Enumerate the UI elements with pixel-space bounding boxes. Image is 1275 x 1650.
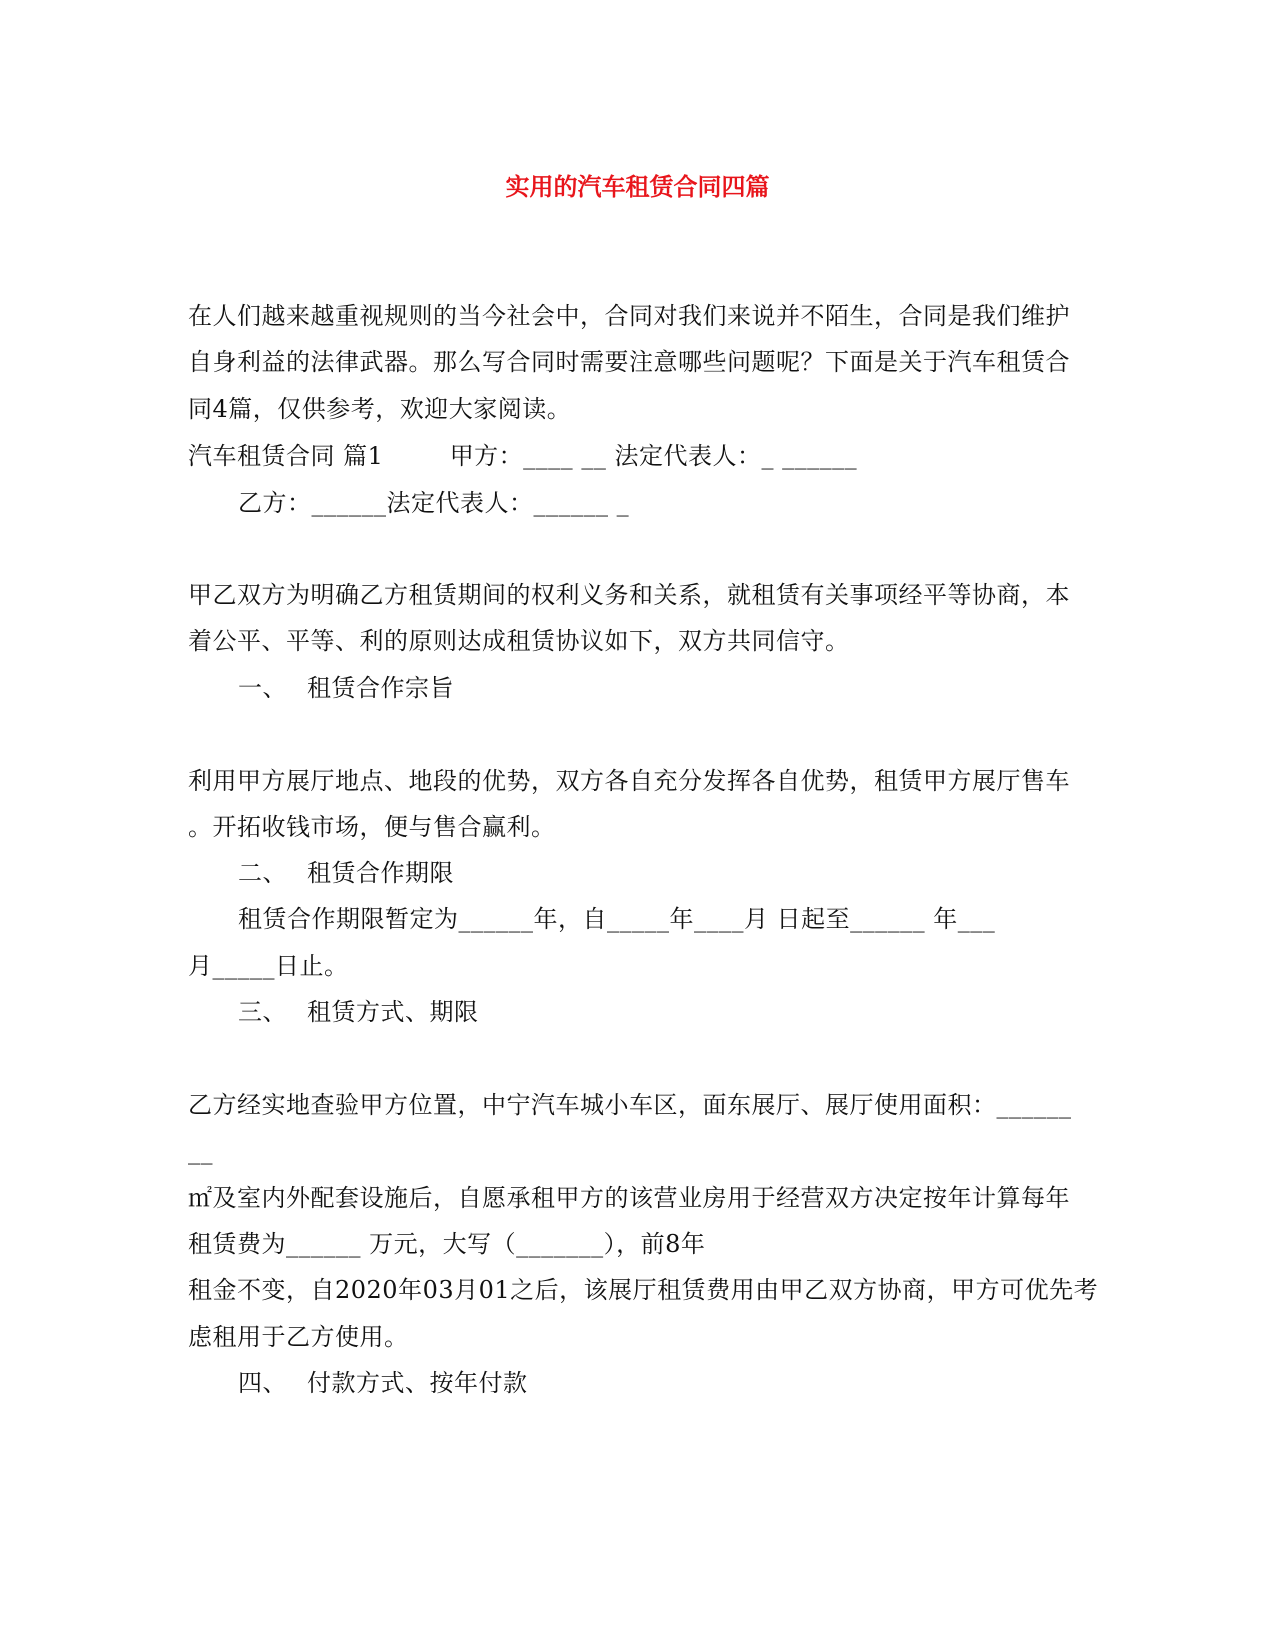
preamble-line-1: 甲乙双方为明确乙方租赁期间的权利义务和关系，就租赁有关事项经平等协商，本 (188, 581, 1070, 609)
section-3-title: 租赁方式、期限 (307, 998, 479, 1026)
section-2-title: 租赁合作期限 (307, 859, 454, 887)
section-4-number: 四、 (238, 1369, 287, 1397)
party-a: 甲方：____ __ 法定代表人：_ ______ (449, 442, 858, 470)
contract-heading: 汽车租赁合同 篇1 (188, 442, 384, 470)
section-1-heading (238, 672, 454, 704)
section-1-line-2: 。开拓收钱市场，便与售合赢利。 (188, 813, 556, 841)
section-2-line-2: 月_____日止。 (188, 952, 349, 980)
section-3-line-6: 虑租用于乙方使用。 (188, 1323, 409, 1351)
section-3-line-5: 租金不变，自2020年03月01之后，该展厅租赁费用由甲乙双方协商，甲方可优先考 (188, 1276, 1099, 1304)
section-3-number: 三、 (238, 998, 287, 1026)
intro-line-2: 自身利益的法律武器。那么写合同时需要注意哪些问题呢？下面是关于汽车租赁合 (188, 348, 1070, 376)
section-3-line-1: 乙方经实地查验甲方位置，中宁汽车城小车区，面东展厅、展厅使用面积：______ (188, 1091, 1072, 1119)
intro-line-1: 在人们越来越重视规则的当今社会中，合同对我们来说并不陌生，合同是我们维护 (188, 302, 1070, 330)
section-4-title: 付款方式、按年付款 (307, 1369, 528, 1397)
section-3-heading (238, 996, 479, 1028)
section-3-line-4: 租赁费为______ 万元，大写（_______），前8年 (188, 1230, 706, 1258)
intro-line-3: 同4篇，仅供参考，欢迎大家阅读。 (188, 395, 572, 423)
section-2-heading (238, 857, 454, 889)
preamble-line-2: 着公平、平等、利的原则达成租赁协议如下，双方共同信守。 (188, 627, 850, 655)
section-1-line-1: 利用甲方展厅地点、地段的优势，双方各自充分发挥各自优势，租赁甲方展厅售车 (188, 767, 1070, 795)
party-b: 乙方：______法定代表人：______ _ (238, 489, 630, 517)
contract-header-line (188, 440, 857, 472)
document-title: 实用的汽车租赁合同四篇 (505, 172, 770, 201)
section-1-title: 租赁合作宗旨 (307, 674, 454, 702)
section-2-line-1: 租赁合作期限暂定为______年，自_____年____月 日起至______ 年___ (238, 905, 996, 933)
section-4-heading (238, 1367, 528, 1399)
section-3-line-3: ㎡及室内外配套设施后，自愿承租甲方的该营业房用于经营双方决定按年计算每年 (188, 1184, 1070, 1212)
section-2-number: 二、 (238, 859, 287, 887)
section-3-line-2: __ (188, 1137, 213, 1165)
section-1-number: 一、 (238, 674, 287, 702)
